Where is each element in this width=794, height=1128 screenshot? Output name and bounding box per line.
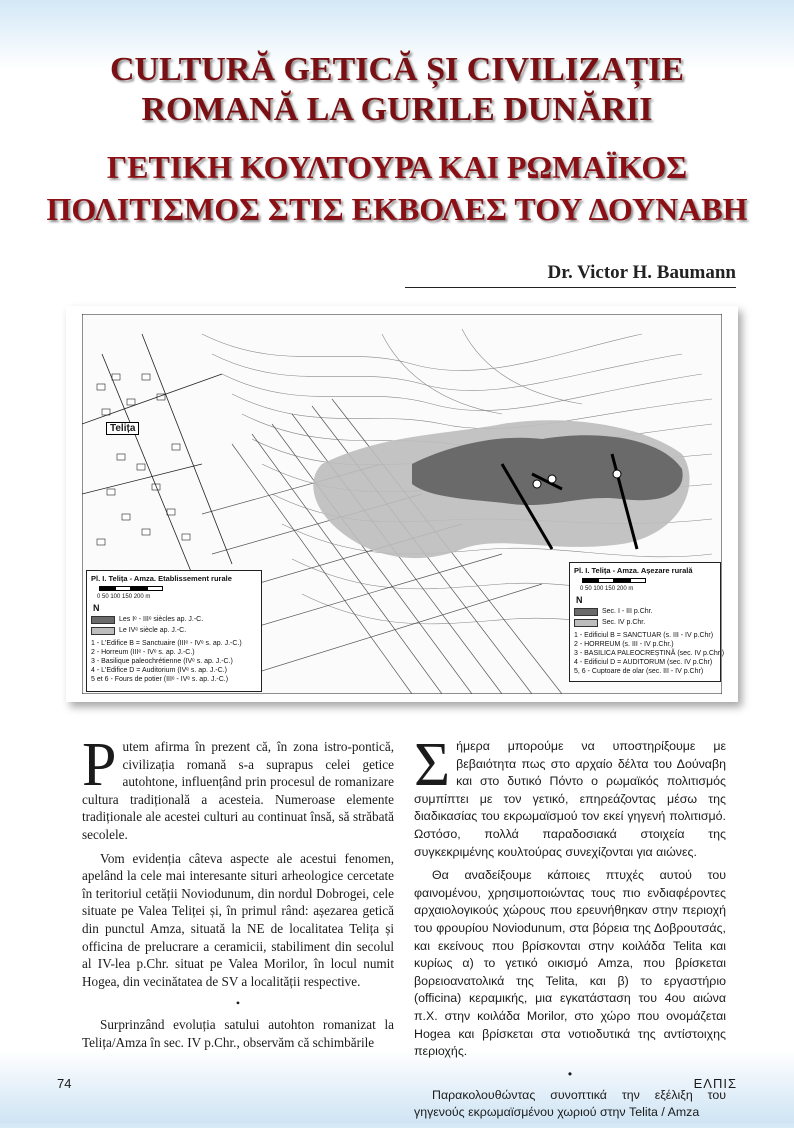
title-romanian-line-1: CULTURĂ GETICĂ ȘI CIVILIZAȚIE bbox=[109, 51, 685, 88]
title-greek bbox=[0, 146, 794, 230]
legend-layer-label: Les Iᵉ - IIIᵉ siècles ap. J.-C. bbox=[119, 616, 204, 623]
drop-cap: P bbox=[82, 731, 117, 799]
legend-item: 5 et 6 - Fours de potier (IIIᵉ - IVᵉ s. ap. J.-C.) bbox=[91, 676, 229, 683]
legend-french-title: Pl. I. Telița - Amza. Etablissement rurale bbox=[91, 574, 232, 583]
scale-label: 0 50 100 150 200 m bbox=[580, 586, 634, 592]
legend-item: 4 - Edificiul D = AUDITORUM (sec. IV p.Chr) bbox=[574, 659, 713, 666]
north-arrow-icon: N bbox=[576, 595, 583, 605]
swatch-dark bbox=[574, 608, 598, 616]
title-romanian-line-2: ROMANĂ LA GURILE DUNĂRII bbox=[141, 91, 653, 128]
swatch-dark bbox=[91, 616, 115, 624]
legend-items bbox=[574, 631, 725, 676]
legend-layer-row bbox=[574, 607, 716, 616]
author-underline bbox=[405, 287, 736, 288]
paragraph-text: utem afirma în prezent că, în zona istro-pontică, civilizația romană s-a suprapus celei getice autohtone, influențând prin procesul de romanizare cultura tradițională a acesteia. Numeroase elemente tradiționale ale acestei culturi au continuat însă, să străbată secolele. bbox=[82, 739, 394, 842]
legend-layer-row bbox=[574, 618, 716, 627]
author-name: Dr. Victor H. Baumann bbox=[547, 262, 736, 283]
map-legend-french bbox=[86, 570, 262, 692]
legend-item: 3 - Basilique paleochrétienne (IVᵉ s. ap. J.-C.) bbox=[91, 658, 233, 665]
paragraph: Vom evidenția câteva aspecte ale acestui fenomen, apelând la cele mai interesante situri arheologice cercetate în teritoriul cetății Noviodunum, din nordul Dobrogei, cele situate pe Valea Teliței și, în primul rând: așezarea getică din punctul Amza, situată la NE de localitatea Telița și officina de prelucrare a ceramicii, stabiliment din secolul al IV-lea p.Chr. situat pe Valea Morilor, în locul numit Hogea, din vecinătatea de SV a localității respective. bbox=[82, 850, 394, 989]
title-greek-line-2: ΠΟΛΙΤΙΣΜΟΣ ΣΤΙΣ ΕΚΒΟΛΕΣ ΤΟΥ ΔΟΥΝΑΒΗ bbox=[46, 191, 748, 227]
swatch-light bbox=[91, 627, 115, 635]
legend-layer-label: Sec. IV p.Chr. bbox=[602, 619, 646, 626]
paragraph: Παρακολουθώντας συνοπτικά την εξέλιξη του γηγενούς εκρωμαϊσμένου χωριού στην Telita / Amza bbox=[414, 1087, 726, 1120]
scale-bar bbox=[99, 586, 257, 591]
legend-items bbox=[91, 639, 257, 684]
article-column-romanian bbox=[82, 731, 394, 1058]
legend-romanian-title: Pl. I. Telița - Amza. Așezare rurală bbox=[574, 566, 693, 575]
paragraph-text: ήμερα μπορούμε να υποστηρίξουμε με βεβαιότητα πως στο αρχαίο δέλτα του Δούναβη και στο δυτικό Πόντο ο ρωμαϊκός πολιτισμός συμπίπτει με τον γετικό, επηρεάζοντας μέσω της διαδικασίας του εκρωμαϊσμού τον εκεί γηγενή πολιτισμό. Ωστόσο, πολλά παραδοσιακά στοιχεία της συγκεκριμένης κουλτούρας συνεχίζονται για αιώνες. bbox=[414, 739, 726, 859]
legend-item: 2 - HORREUM (s. III - IV p.Chr.) bbox=[574, 641, 674, 648]
legend-item: 4 - L'Edifice D = Auditorium (IVᵉ s. ap. J.-C.) bbox=[91, 667, 228, 674]
town-label: Telița bbox=[106, 422, 139, 435]
scale-label: 0 50 100 150 200 m bbox=[97, 594, 151, 600]
legend-item: 2 - Horreum (IIIᵉ - IVᵉ s. ap. J.-C.) bbox=[91, 649, 195, 656]
north-arrow-icon: N bbox=[93, 603, 100, 613]
legend-item: 5, 6 - Cuptoare de olar (sec. III - IV p.Chr) bbox=[574, 668, 704, 675]
title-romanian bbox=[0, 50, 794, 130]
legend-item: 1 - L'Edifice B = Sanctuaire (IIIᵉ - IVᵉ s. ap. J.-C.) bbox=[91, 640, 242, 647]
paragraph: Θα αναδείξουμε κάποιες πτυχές αυτού του φαινομένου, χρησιμοποιώντας τους πιο ενδιαφέροντες αρχαιολογικούς χώρους που ερευνήθηκαν στην περιοχή του φρουρίου Noviodunum, στα βόρεια της Δοβρουτσάς, και εκείνους που βρίσκονται στην κοιλάδα Telita και κυρίως α) το γετικό οικισμό Amza, που βρίσκεται βορειοανατολικά της Telita, και β) το εργαστήριο (officina) κεραμικής, μια εγκατάσταση του 4ου αιώνα π.Χ. στην κοιλάδα Morilor, στο χώρο που ονομάζεται Hogea και βρίσκεται στα νοτιοδυτικά της αντίστοιχης περιοχής. bbox=[414, 868, 726, 1059]
paragraph: Surprinzând evoluția satului autohton romanizat la Telița/Amza în sec. IV p.Chr., observăm că schimbările bbox=[82, 1017, 394, 1050]
title-greek-line-1: ΓΕΤΙΚΗ ΚΟΥΛΤΟΥΡΑ ΚΑΙ ΡΩΜΑЇΚΟΣ bbox=[106, 149, 688, 185]
map-legend-romanian bbox=[569, 562, 725, 682]
site-map-figure bbox=[66, 306, 738, 702]
swatch-light bbox=[574, 619, 598, 627]
legend-layer-row bbox=[91, 626, 257, 635]
page-number: 74 bbox=[57, 1076, 72, 1091]
scale-bar bbox=[582, 578, 716, 583]
legend-item: 1 - Edificiul B = SANCTUAR (s. III - IV p.Chr) bbox=[574, 632, 714, 639]
legend-item: 3 - BASILICA PALEOCREȘTINĂ (sec. IV p.Chr.) bbox=[574, 650, 725, 657]
paragraph bbox=[82, 731, 394, 844]
paragraph bbox=[414, 731, 726, 861]
legend-layer-label: Sec. I - III p.Chr. bbox=[602, 608, 653, 615]
drop-cap: Σ bbox=[414, 731, 451, 799]
magazine-name: ΕΛΠΙΣ bbox=[693, 1076, 737, 1091]
section-separator: • bbox=[235, 996, 241, 1011]
legend-layer-row bbox=[91, 615, 257, 624]
article-column-greek bbox=[414, 731, 726, 1128]
section-separator: • bbox=[567, 1066, 573, 1081]
legend-layer-label: Le IVᵉ siècle ap. J.-C. bbox=[119, 627, 187, 634]
